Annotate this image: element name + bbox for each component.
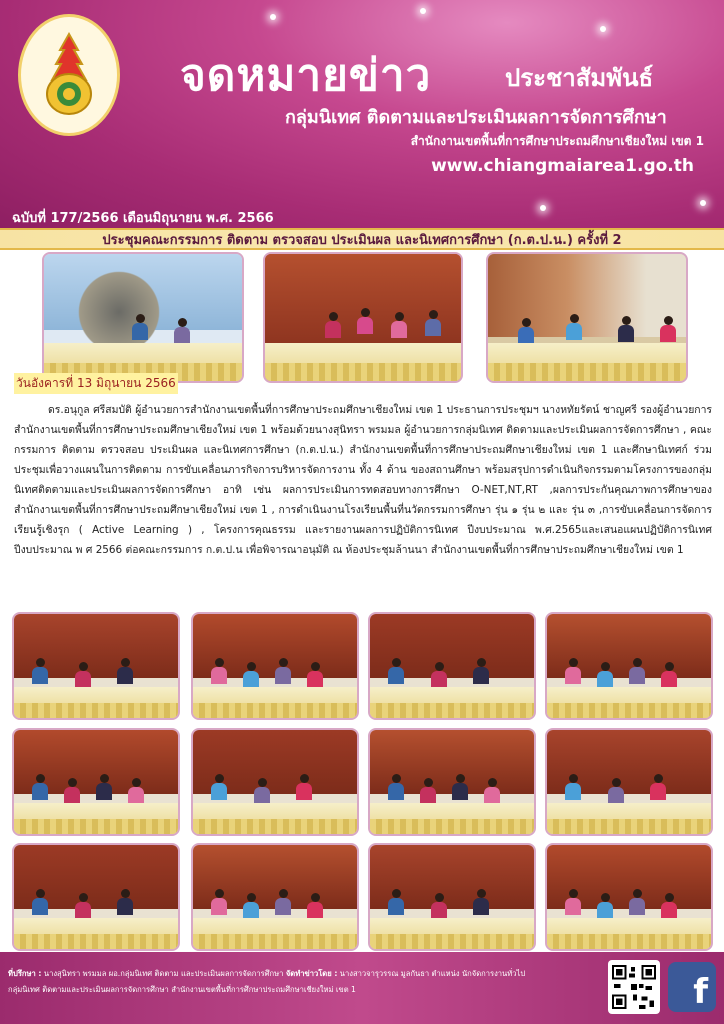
qr-code-icon[interactable]	[608, 960, 660, 1014]
event-date: วันอังคารที่ 13 มิถุนายน 2566	[14, 373, 178, 394]
sparkle-decoration	[420, 8, 426, 14]
meeting-photo	[191, 612, 359, 720]
producer-label: จัดทำข่าวโดย :	[285, 969, 338, 978]
meeting-photo	[368, 843, 536, 951]
meeting-photo	[191, 843, 359, 951]
producer-name: นางสาวจารุวรรณ มูลกันธา ตำแหน่ง นักจัดการงานทั่วไป	[339, 969, 526, 978]
meeting-photo	[12, 612, 180, 720]
group-name: กลุ่มนิเทศ ติดตามและประเมินผลการจัดการศึกษา	[285, 107, 667, 128]
meeting-photo	[545, 728, 713, 836]
meeting-photo	[12, 728, 180, 836]
newsletter-header	[0, 0, 724, 228]
headline-bar	[0, 228, 724, 250]
sparkle-decoration	[700, 200, 706, 206]
newsletter-subtitle: ประชาสัมพันธ์	[505, 64, 654, 92]
meeting-photo	[263, 252, 463, 383]
issue-number: ฉบับที่ 177/2566 เดือนมิถุนายน พ.ศ. 2566	[12, 211, 274, 226]
meeting-photo	[486, 252, 688, 383]
school-emblem-icon	[18, 14, 120, 136]
meeting-photo	[191, 728, 359, 836]
meeting-photo	[368, 728, 536, 836]
article-body: ดร.อนุกูล ศรีสมบัติ ผู้อำนวยการสำนักงานเขตพื้นที่การศึกษาประถมศึกษาเชียงใหม่ เขต 1 ประธานการประชุมฯ นางหทัยรัตน์ ชาญศรี รองผู้อำนวยการสำนักงานเขตพื้นที่การศึกษาประถมศึกษาเชียงใหม่ เขต 1 พร้อมด้วยนางสุนิทรา พรมมล ผู้อำนวยการกลุ่มนิเทศ ติดตามและประเมินผลการจัดการศึกษา , คณะกรรมการ ติดตาม ตรวจสอบ ประเมินผล และนิเทศการศึกษา (ก.ต.ป.น.) สำนักงานเขตพื้นที่การศึกษาประถมศึกษาเชียงใหม่ เขต 1 และศึกษานิเทศก์ ร่วมประชุมเพื่อวางแผนในการติดตาม การขับเคลื่อนภารกิจการบริหารจัดการงาน ทั้ง 4 ด้าน ของสถานศึกษา พร้อมสรุปการดำเนินกิจกรรมตามโครงการของกลุ่มนิเทศติดตามและประเมินผลการจัดการศึกษา อาทิ เช่น ผลการประเมินการทดสอบทางการศึกษา O-NET,NT,RT ,ผลการประกันคุณภาพการศึกษาของ สำนักงานเขตพื้นที่การศึกษาประถมศึกษาเชียงใหม่ เขต 1 , การดำเนินงานโรงเรียนพื้นที่นวัตกรรมการศึกษา รุ่น ๑ รุ่น ๒ และ รุ่น ๓ ,การขับเคลื่อนการจัดการเรียนรู้เชิงรุก ( Active Learning ) , โครงการคุณธรรม และรายงานผลการปฏิบัติการนิเทศ ปีงบประมาณ พ.ศ.2565และเสนอแผนปฏิบัติการนิเทศ ปีงบประมาณ พ ศ 2566 ต่อคณะกรรมการ ก.ต.ป.น เพื่อพิจารณาอนุมัติ ณ ห้องประชุมล้านนา สำนักงานเขตพื้นที่การศึกษาประถมศึกษาเชียงใหม่ เขต 1	[14, 404, 712, 556]
headline: ประชุมคณะกรรมการ ติดตาม ตรวจสอบ ประเมินผล และนิเทศการศึกษา (ก.ต.ป.น.) ครั้งที่ 2	[102, 232, 622, 248]
newsletter-title: จดหมายข่าว	[180, 50, 432, 101]
sparkle-decoration	[600, 26, 606, 32]
sparkle-decoration	[270, 14, 276, 20]
footer-affiliation: กลุ่มนิเทศ ติดตามและประเมินผลการจัดการศึกษา สำนักงานเขตพื้นที่การศึกษาประถมศึกษาเชียงใหม่ เขต 1	[8, 985, 356, 994]
advisor-name: นางสุนิทรา พรมมล ผอ.กลุ่มนิเทศ ติดตาม และประเมินผลการจัดการศึกษา	[43, 969, 284, 978]
sparkle-decoration	[540, 205, 546, 211]
advisor-label: ที่ปรึกษา :	[8, 969, 42, 978]
meeting-photo	[12, 843, 180, 951]
meeting-photo	[545, 612, 713, 720]
footer-credits	[8, 966, 598, 998]
office-name: สำนักงานเขตพื้นที่การศึกษาประถมศึกษาเชียงใหม่ เขต 1	[410, 134, 704, 148]
website-link[interactable]: www.chiangmaiarea1.go.th	[431, 156, 694, 176]
meeting-photo	[42, 252, 244, 383]
meeting-photo	[545, 843, 713, 951]
meeting-photo	[368, 612, 536, 720]
facebook-icon[interactable]: f	[668, 962, 716, 1012]
